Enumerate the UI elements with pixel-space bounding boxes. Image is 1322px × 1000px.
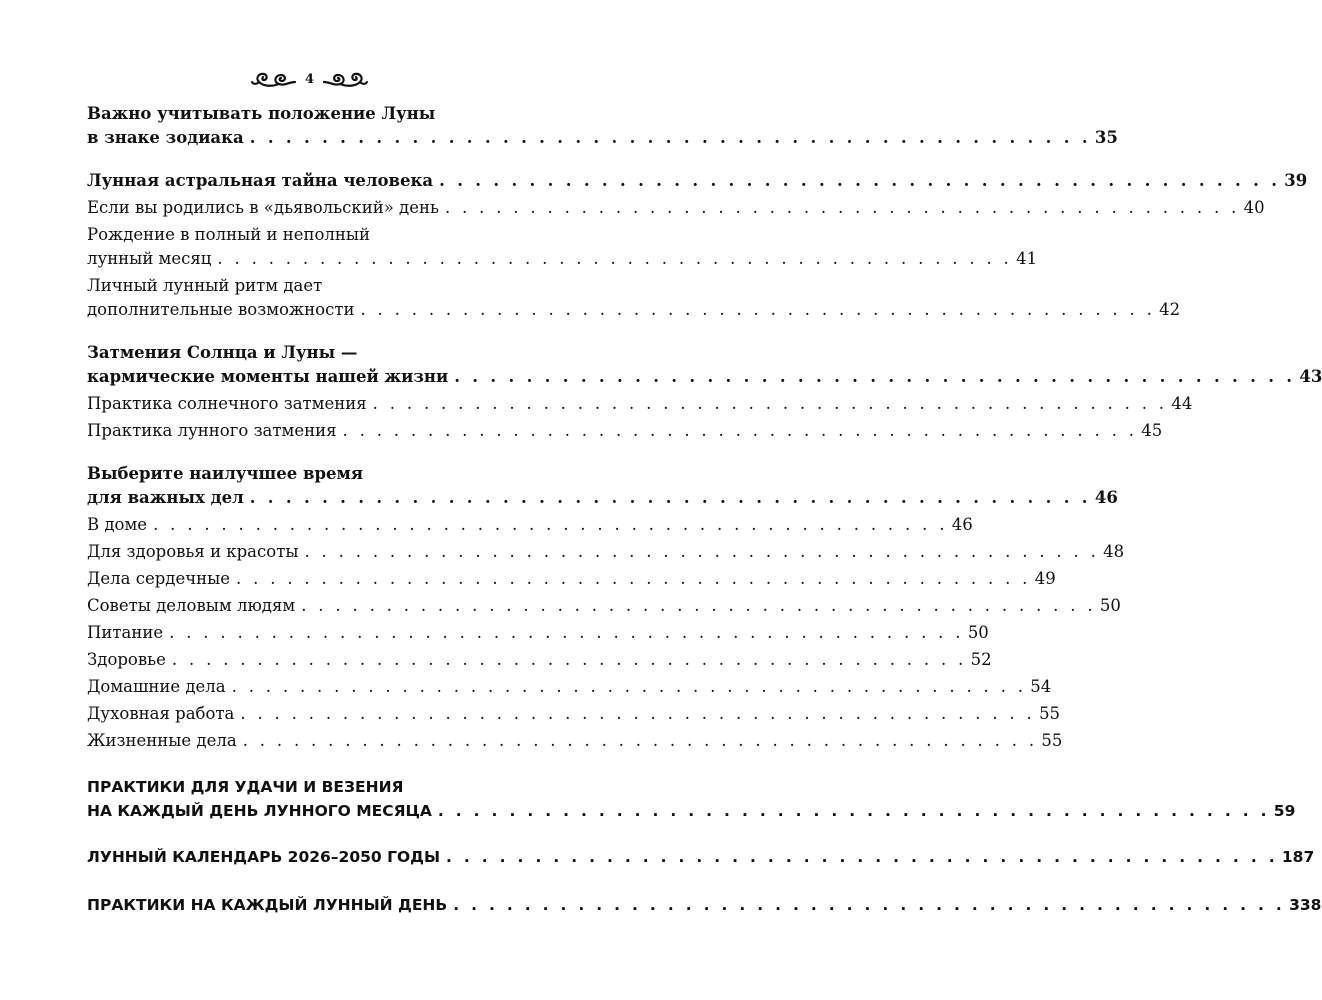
toc-subentry-text: Практика солнечного затмения: [87, 394, 367, 413]
toc-section-daily-practices: [87, 893, 1322, 917]
toc-page-number: 40: [1243, 198, 1265, 217]
toc-entry[interactable]: [87, 126, 1118, 150]
swirl-ornament-icon: [322, 70, 368, 88]
toc-page-number: 49: [1034, 569, 1056, 588]
toc-subentry-text: Для здоровья и красоты: [87, 542, 299, 561]
toc-subentry[interactable]: [87, 392, 1193, 416]
toc-page-number: 54: [1030, 677, 1052, 696]
dot-leader: . . . . . . . . . . . . . . . . . . . . . . . . . . . . . . . . . . . . . . . . . . . . . . .: [153, 515, 948, 534]
toc-page-number: 187: [1281, 848, 1315, 866]
toc-section-moon-zodiac: [87, 102, 1118, 150]
toc-page-number: 46: [1094, 488, 1118, 507]
dot-leader: . . . . . . . . . . . . . . . . . . . . . . . . . . . . . . . . . . . . . . . . . . . . . . .: [453, 896, 1286, 914]
toc-subentry-text: дополнительные возможности: [87, 300, 355, 319]
toc-heading-line: Выберите наилучшее время: [87, 464, 364, 483]
dot-leader: . . . . . . . . . . . . . . . . . . . . . . . . . . . . . . . . . . . . . . . . . . . . . . .: [437, 802, 1270, 820]
toc-subentry[interactable]: [87, 675, 1052, 699]
toc-section-practices-luck: [87, 775, 1296, 823]
toc-section-astral-secret: [87, 169, 1308, 322]
toc-page-number: 44: [1171, 394, 1193, 413]
toc-page-number: 45: [1141, 421, 1163, 440]
toc-subentry-text: Советы деловым людям: [87, 596, 296, 615]
dot-leader: . . . . . . . . . . . . . . . . . . . . . . . . . . . . . . . . . . . . . . . . . . . . . . .: [169, 623, 964, 642]
toc-entry[interactable]: [87, 365, 1322, 389]
dot-leader: . . . . . . . . . . . . . . . . . . . . . . . . . . . . . . . . . . . . . . . . . . . . . . .: [454, 367, 1296, 386]
page-number: 4: [304, 71, 315, 87]
toc-page-number: 35: [1094, 128, 1118, 147]
toc-page-number: 55: [1041, 731, 1063, 750]
dot-leader: . . . . . . . . . . . . . . . . . . . . . . . . . . . . . . . . . . . . . . . . . . . . . . .: [171, 650, 967, 669]
dot-leader: . . . . . . . . . . . . . . . . . . . . . . . . . . . . . . . . . . . . . . . . . . . . . . .: [249, 488, 1091, 507]
toc-subentry[interactable]: [87, 196, 1265, 220]
dot-leader: . . . . . . . . . . . . . . . . . . . . . . . . . . . . . . . . . . . . . . . . . . . . . . .: [304, 542, 1100, 561]
toc-heading-line: Затмения Солнца и Луны —: [87, 343, 358, 362]
dot-leader: . . . . . . . . . . . . . . . . . . . . . . . . . . . . . . . . . . . . . . . . . . . . . . .: [242, 731, 1038, 750]
toc-subentry[interactable]: [87, 567, 1056, 591]
toc-page-number: 55: [1039, 704, 1061, 723]
toc-heading-line: ПРАКТИКИ ДЛЯ УДАЧИ И ВЕЗЕНИЯ: [87, 778, 404, 796]
toc-entry[interactable]: [87, 845, 1315, 869]
toc-page-number: 39: [1284, 171, 1308, 190]
toc-heading: ЛУННЫЙ КАЛЕНДАРЬ 2026–2050 ГОДЫ: [87, 848, 441, 866]
dot-leader: . . . . . . . . . . . . . . . . . . . . . . . . . . . . . . . . . . . . . . . . . . . . . . .: [439, 171, 1281, 190]
toc-heading: Лунная астральная тайна человека: [87, 171, 434, 190]
toc-page-number: 42: [1159, 300, 1181, 319]
toc-subentry-text: Жизненные дела: [87, 731, 237, 750]
toc-subentry[interactable]: [87, 648, 992, 672]
dot-leader: . . . . . . . . . . . . . . . . . . . . . . . . . . . . . . . . . . . . . . . . . . . . . . .: [372, 394, 1168, 413]
toc-subentry-text: Практика лунного затмения: [87, 421, 337, 440]
toc-subentry[interactable]: [87, 594, 1121, 618]
toc-subentry[interactable]: [87, 298, 1181, 322]
toc-section-best-time: [87, 462, 1125, 753]
toc-entry[interactable]: [87, 486, 1118, 510]
toc-entry[interactable]: [87, 893, 1322, 917]
toc-subentry-text: Питание: [87, 623, 164, 642]
dot-leader: . . . . . . . . . . . . . . . . . . . . . . . . . . . . . . . . . . . . . . . . . . . . . . .: [301, 596, 1096, 615]
toc-entry[interactable]: [87, 799, 1296, 823]
toc-subentry-text: Здоровье: [87, 650, 166, 669]
dot-leader: . . . . . . . . . . . . . . . . . . . . . . . . . . . . . . . . . . . . . . . . . . . . . . .: [217, 249, 1013, 268]
toc-entry[interactable]: [87, 169, 1308, 193]
toc-subentry-text: Если вы родились в «дьявольский» день: [87, 198, 439, 217]
toc-section-calendar: [87, 845, 1315, 869]
toc-heading-line: для важных дел: [87, 488, 244, 507]
toc-subentry-line: Рождение в полный и неполный: [87, 225, 371, 244]
toc-subentry[interactable]: [87, 419, 1163, 443]
toc-page-number: 52: [970, 650, 992, 669]
toc-subentry-line: Личный лунный ритм дает: [87, 276, 323, 295]
toc-subentry-text: В доме: [87, 515, 148, 534]
toc-subentry-text: Дела сердечные: [87, 569, 231, 588]
dot-leader: . . . . . . . . . . . . . . . . . . . . . . . . . . . . . . . . . . . . . . . . . . . . . . .: [249, 128, 1091, 147]
toc-page-number: 43: [1299, 367, 1322, 386]
dot-leader: . . . . . . . . . . . . . . . . . . . . . . . . . . . . . . . . . . . . . . . . . . . . . . .: [236, 569, 1031, 588]
toc-subentry[interactable]: [87, 729, 1063, 753]
toc-page-number: 48: [1103, 542, 1125, 561]
toc-heading-line: в знаке зодиака: [87, 128, 244, 147]
swirl-ornament-icon: [251, 70, 297, 88]
toc-heading-line: Важно учитывать положение Луны: [87, 104, 436, 123]
page-header: [0, 64, 619, 94]
toc-subentry[interactable]: [87, 540, 1125, 564]
toc-heading-line: НА КАЖДЫЙ ДЕНЬ ЛУННОГО МЕСЯЦА: [87, 802, 432, 820]
dot-leader: . . . . . . . . . . . . . . . . . . . . . . . . . . . . . . . . . . . . . . . . . . . . . . .: [446, 848, 1278, 866]
toc-section-eclipses: [87, 341, 1322, 443]
toc-subentry[interactable]: [87, 513, 973, 537]
toc-subentry[interactable]: [87, 621, 989, 645]
dot-leader: . . . . . . . . . . . . . . . . . . . . . . . . . . . . . . . . . . . . . . . . . . . . . . .: [444, 198, 1240, 217]
dot-leader: . . . . . . . . . . . . . . . . . . . . . . . . . . . . . . . . . . . . . . . . . . . . . . .: [240, 704, 1036, 723]
toc-page-number: 59: [1273, 802, 1296, 820]
toc-page-number: 46: [951, 515, 973, 534]
toc-page-number: 50: [1099, 596, 1121, 615]
toc-subentry-text: Духовная работа: [87, 704, 235, 723]
toc-heading-line: кармические моменты нашей жизни: [87, 367, 449, 386]
dot-leader: . . . . . . . . . . . . . . . . . . . . . . . . . . . . . . . . . . . . . . . . . . . . . . .: [342, 421, 1138, 440]
toc-page-number: 338: [1289, 896, 1322, 914]
table-of-contents: [87, 102, 1322, 917]
toc-heading: ПРАКТИКИ НА КАЖДЫЙ ЛУННЫЙ ДЕНЬ: [87, 896, 448, 914]
toc-page-number: 50: [967, 623, 989, 642]
toc-subentry[interactable]: [87, 702, 1061, 726]
toc-subentry-text: лунный месяц: [87, 249, 212, 268]
toc-subentry[interactable]: [87, 247, 1038, 271]
dot-leader: . . . . . . . . . . . . . . . . . . . . . . . . . . . . . . . . . . . . . . . . . . . . . . .: [231, 677, 1027, 696]
dot-leader: . . . . . . . . . . . . . . . . . . . . . . . . . . . . . . . . . . . . . . . . . . . . . . .: [360, 300, 1156, 319]
toc-page-number: 41: [1016, 249, 1038, 268]
toc-subentry-text: Домашние дела: [87, 677, 226, 696]
